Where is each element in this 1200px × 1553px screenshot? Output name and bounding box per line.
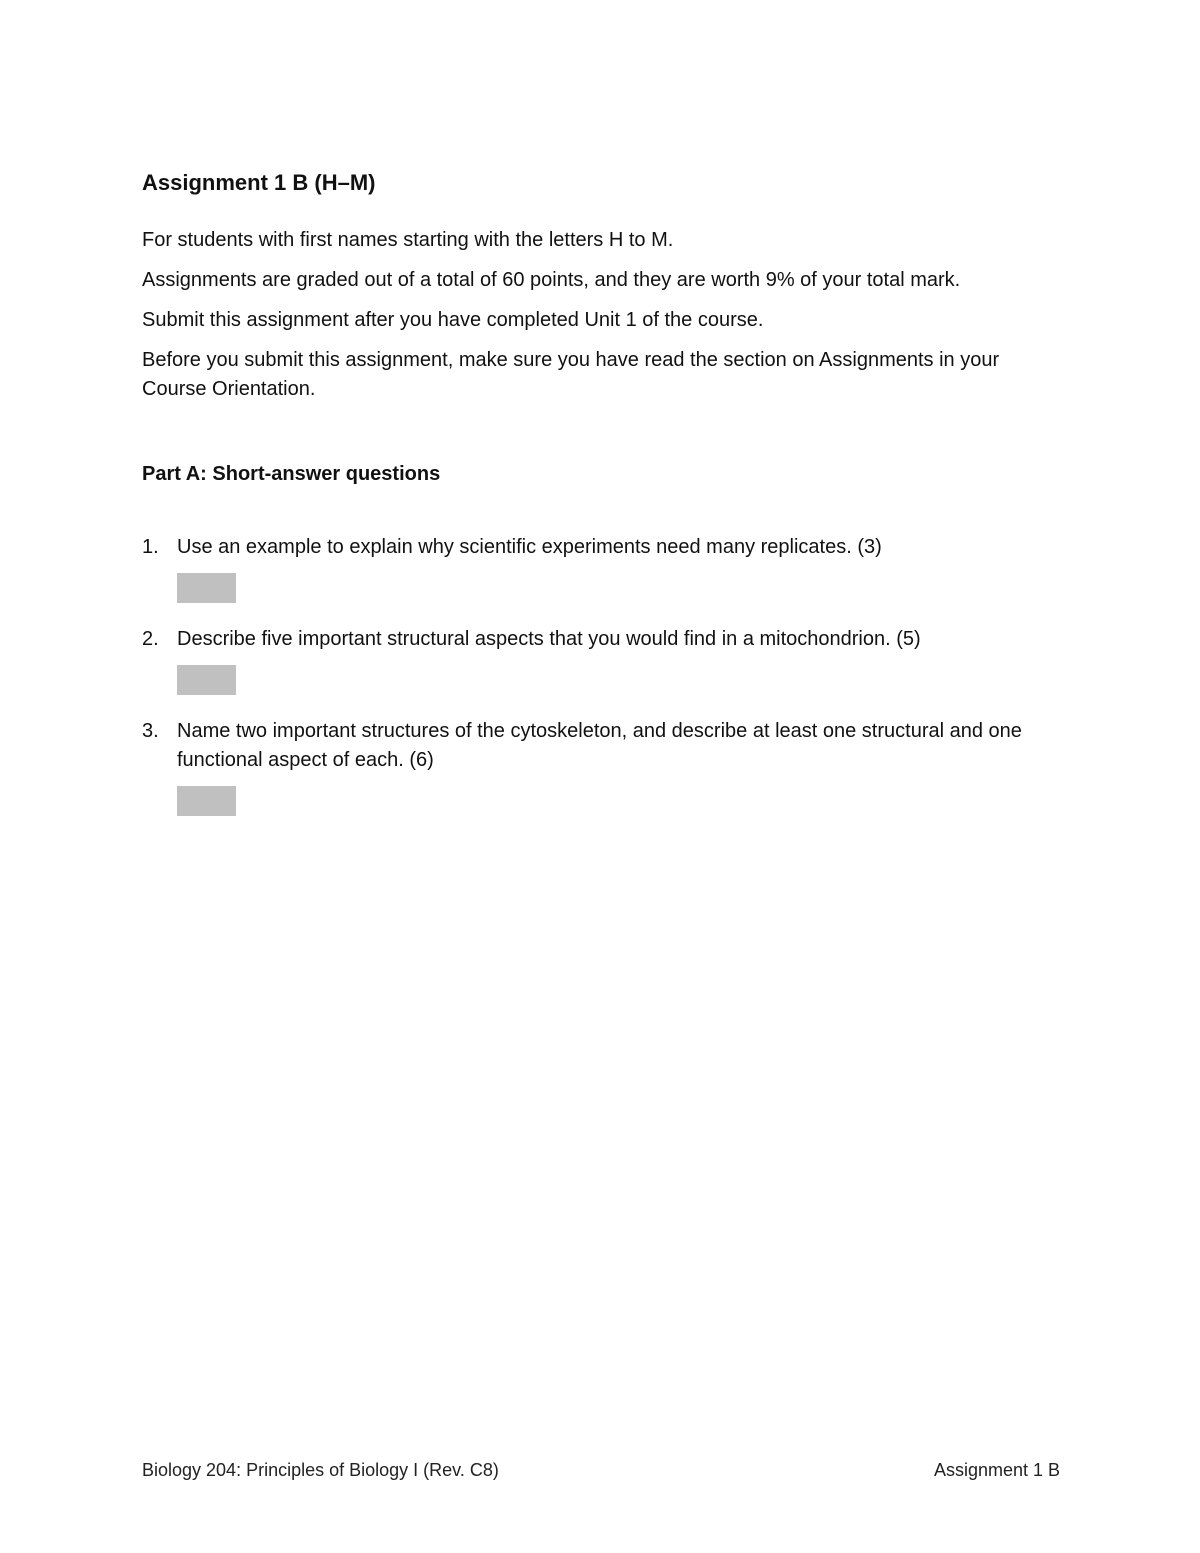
- question-item: [142, 717, 1062, 816]
- page-title: Assignment 1 B (H–M): [142, 170, 376, 195]
- footer-course-name: Biology 204: Principles of Biology I (Rev. C8): [142, 1460, 499, 1480]
- question-text: Use an example to explain why scientific experiments need many replicates. (3): [177, 536, 882, 558]
- question-number: 2.: [142, 628, 159, 650]
- answer-field-1[interactable]: [177, 573, 236, 603]
- document-body: [142, 168, 1062, 838]
- question-item: [142, 533, 1062, 603]
- intro-paragraph-eligibility: For students with first names starting with the letters H to M.: [142, 229, 674, 251]
- question-list: [142, 533, 1062, 816]
- question-item: [142, 625, 1062, 695]
- intro-paragraph-orientation: Before you submit this assignment, make sure you have read the section on Assignments in your Course Orientation.: [142, 349, 1000, 400]
- answer-field-2[interactable]: [177, 665, 236, 695]
- question-text: Name two important structures of the cytoskeleton, and describe at least one structural and one functional aspect of each. (6): [177, 720, 1022, 771]
- answer-field-3[interactable]: [177, 786, 236, 816]
- intro-paragraph-submission: Submit this assignment after you have completed Unit 1 of the course.: [142, 309, 764, 331]
- question-number: 1.: [142, 536, 159, 558]
- footer-assignment-label: Assignment 1 B: [933, 1460, 1060, 1480]
- question-text: Describe five important structural aspects that you would find in a mitochondrion. (5): [177, 628, 921, 650]
- intro-paragraph-grading: Assignments are graded out of a total of 60 points, and they are worth 9% of your total mark.: [142, 269, 961, 291]
- question-number: 3.: [142, 720, 159, 742]
- section-heading-part-a: Part A: Short-answer questions: [142, 463, 441, 485]
